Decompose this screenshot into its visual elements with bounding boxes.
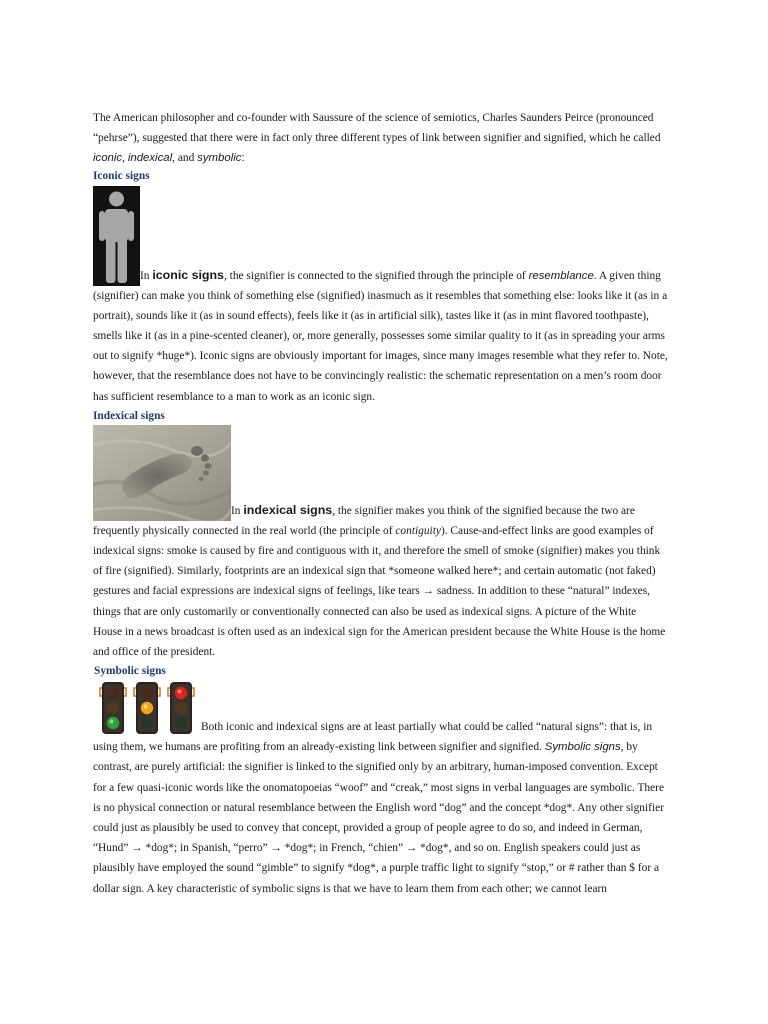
footprint-photo-icon [93,425,231,521]
intro-sep: , and [172,152,198,165]
iconic-term: iconic signs [152,267,224,282]
indexical-term: indexical signs [243,502,333,517]
symbolic-term: Symbolic signs [544,741,621,754]
iconic-text-2: . A given thing (signifier) can make you think of something else (signified) inasmuch as it resembles that something else: looks like it (as in a portrait), sounds like it (as in sound effects), feels like it (as in artificial silk), tastes like it (as in mint flavored toothpaste), smells like it (as in a pine-scented cleaner), or, more generally, possesses some similar quality to it (as in spreading your arms out to signify *huge*). Iconic signs are obviously important for images, since many images resemble what they refer to. Note, however, that the resemblance does not have to be convincingly realistic: the schematic representation on a men’s room door has sufficient resemblance to a man to work as an iconic sign. [93,269,668,403]
traffic-lights-icon [99,680,195,737]
iconic-in: In [140,269,153,282]
man-pictogram-image [93,186,140,286]
symbolic-text-1: Both iconic and indexical signs are at least partially what could be called “natural signs”: that is, in using them, we humans are profiting from an already-existing link between signifier and signified. [93,721,653,754]
symbolic-text-2: , by contrast, are purely artificial: the signifier is linked to the signified only by an arbitrary, human-imposed convention. Except for a few quasi-iconic words like the onomatopoeias “woof” and “creak,” most signs in verbal languages are symbolic. There is no physical connection or natural resemblance between the English word “dog” and the concept *dog*. Any other signifier could just as plausibly be used to convey that concept, provided a group of people agree to do so, and indeed in German, “Hund” → *dog*; in Spanish, “perro” → *dog*; in French, “chien” → *dog*, and so on. English speakers could just as plausibly have employed the sound “gimble” to signify *dog*, a purple traffic light to signify “stop,” or # rather than $ for a dollar sign. A key characteristic of symbolic signs is that we have to learn them from each other; we cannot learn [93,741,665,895]
iconic-paragraph [93,186,668,407]
indexical-in: In [231,504,244,517]
term-iconic: iconic [93,152,123,165]
indexical-text-1: , the signifier makes you think of the signified because the two are frequently physically connected in the real world (the principle of [93,504,635,537]
footprint-photo-image [93,425,231,521]
term-symbolic: symbolic [197,152,242,165]
indexical-principle: contiguity [395,524,441,537]
traffic-lights-image [99,680,195,737]
iconic-text-1: , the signifier is connected to the signified through the principle of [223,269,529,282]
symbolic-paragraph [93,680,668,899]
intro-sep: , [122,152,128,165]
intro-text: The American philosopher and co-founder with Saussure of the science of semiotics, Charles Saunders Peirce (pronounced “pehrse”), suggested that there were in fact only three different types of link between signifier and signified, which he called [93,112,661,145]
iconic-principle: resemblance [528,269,594,282]
indexical-paragraph [93,425,668,662]
term-indexical: indexical [127,152,173,165]
man-pictogram-icon [93,186,140,286]
intro-colon: : [241,152,245,165]
iconic-heading: Iconic signs [93,169,150,182]
intro-paragraph [93,108,668,169]
indexical-heading: Indexical signs [93,409,165,422]
indexical-text-2: ). Cause-and-effect links are good examples of indexical signs: smoke is caused by fire and contiguous with it, and therefore the smell of smoke (signifier) makes you think of fire (signified). Similarly, footprints are an indexical sign that *someone walked here*; and certain automatic (not faked) gestures and facial expressions are indexical signs of feelings, like tears → sadness. In addition to these “natural” indexes, things that are only customarily or conventionally connected can also be used as indexical signs. A picture of the White House in a news broadcast is often used as an indexical sign for the American president because the White House is the home and office of the president. [93,524,666,659]
symbolic-heading: Symbolic signs [94,665,166,678]
